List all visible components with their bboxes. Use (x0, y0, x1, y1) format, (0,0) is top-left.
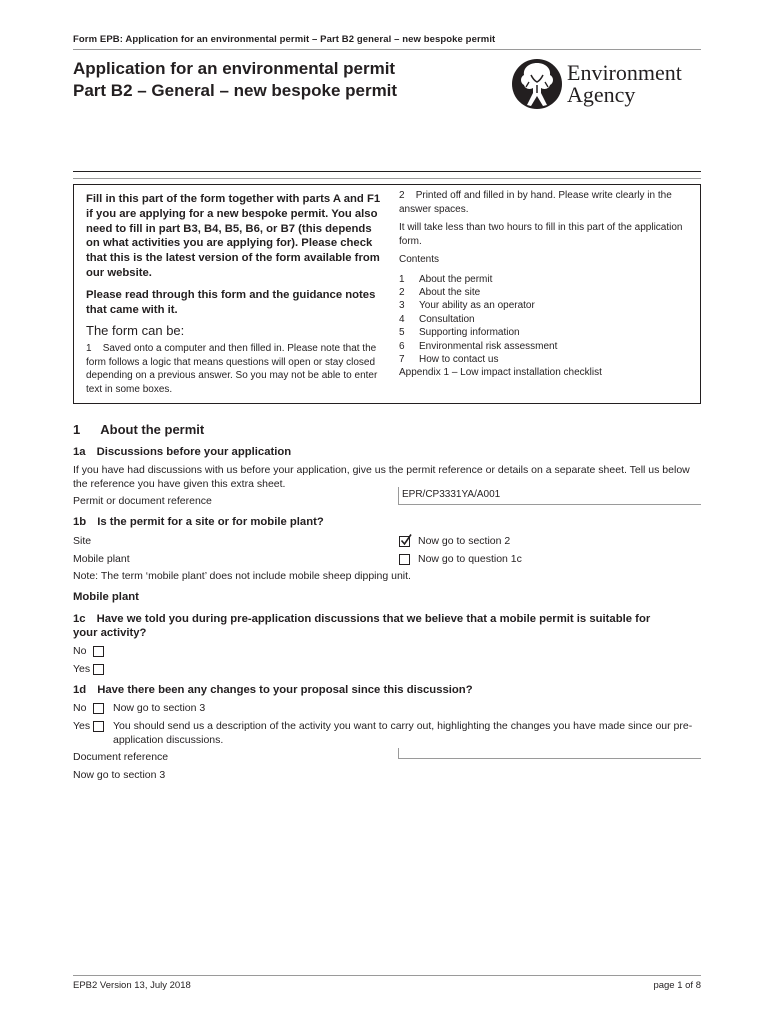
question-1d-yes-text: You should send us a description of the activity you want to carry out, highlighting the changes you have made since our pre-application discussions. (113, 720, 693, 746)
intro-left-column (86, 192, 384, 396)
permit-reference-value: EPR/CP3331YA/A001 (402, 489, 501, 500)
contents-item-number: 3 (399, 300, 405, 312)
site-goto-text: Now go to section 2 (418, 535, 511, 547)
contents-item-label: Your ability as an operator (419, 300, 535, 312)
option-1-number: 1 (86, 343, 92, 355)
question-1d-yes-label: Yes (73, 720, 91, 732)
logo-line-2: Agency (567, 82, 636, 107)
permit-reference-label: Permit or document reference (73, 495, 212, 507)
contents-item-label: About the permit (419, 273, 493, 285)
question-1c-heading (73, 612, 673, 640)
intro-right-column (399, 189, 697, 380)
intro-box (73, 184, 701, 404)
contents-item[interactable] (399, 353, 697, 366)
question-1c-no-label: No (73, 645, 87, 657)
contents-item[interactable] (399, 313, 697, 326)
title-rule-thin (73, 178, 701, 179)
section-1-title: About the permit (100, 422, 205, 437)
logo-line-1: Environment (567, 60, 682, 85)
mobile-plant-heading: Mobile plant (73, 591, 139, 603)
contents-list (399, 273, 697, 380)
question-1a-number: 1a (73, 446, 86, 458)
question-1b-heading (73, 516, 324, 528)
time-note: It will take less than two hours to fill in this part of the application form. (399, 222, 683, 247)
question-1d-no-label: No (73, 702, 87, 714)
contents-item[interactable] (399, 299, 697, 312)
option-1 (86, 342, 384, 396)
mobile-plant-note: Note: The term ‘mobile plant’ does not include mobile sheep dipping unit. (73, 570, 411, 582)
site-checkbox[interactable] (399, 536, 410, 547)
section-1-heading (73, 422, 204, 437)
page-title (73, 58, 397, 102)
contents-item[interactable] (399, 286, 697, 299)
contents-item-number: 5 (399, 327, 405, 339)
environment-agency-logo (511, 55, 701, 113)
tree-person-icon (511, 55, 563, 113)
mobile-plant-label: Mobile plant (73, 553, 130, 565)
goto-section-3: Now go to section 3 (73, 769, 166, 781)
question-1c-title-cont: your activity? (73, 627, 147, 639)
contents-item-number: 4 (399, 313, 405, 325)
contents-item-label: How to contact us (419, 353, 499, 365)
document-reference-field[interactable] (398, 748, 701, 759)
footer-rule (73, 975, 701, 976)
question-1c-yes-label: Yes (73, 663, 91, 675)
footer-page-number: page 1 of 8 (653, 980, 701, 991)
question-1c-title: Have we told you during pre-application discussions that we believe that a mobile permit is suitable for (96, 613, 651, 625)
contents-item-number: 7 (399, 353, 405, 365)
contents-label: Contents (399, 254, 440, 265)
question-1d-heading (73, 684, 473, 696)
logo-text (567, 62, 682, 106)
intro-read-guidance: Please read through this form and the guidance notes that came with it. (86, 288, 376, 316)
footer-version: EPB2 Version 13, July 2018 (73, 980, 191, 991)
contents-item-number: 2 (399, 286, 405, 298)
question-1d-title: Have there been any changes to your proposal since this discussion? (97, 684, 473, 696)
checkmark-icon (400, 534, 412, 546)
contents-item-label: Supporting information (419, 327, 520, 339)
question-1b-title: Is the permit for a site or for mobile plant? (97, 516, 324, 528)
question-1b-number: 1b (73, 516, 87, 528)
contents-item-label: About the site (419, 286, 481, 298)
option-2-text: Printed off and filled in by hand. Please write clearly in the answer spaces. (399, 190, 672, 215)
question-1a-text: If you have had discussions with us before your application, give us the permit reference or details on a separate sheet. Tell us below the reference you have given this extra sheet. (73, 464, 690, 490)
option-2-number: 2 (399, 190, 405, 201)
site-label: Site (73, 535, 92, 547)
question-1c-no-checkbox[interactable] (93, 646, 104, 657)
title-line-2: Part B2 – General – new bespoke permit (73, 81, 398, 100)
question-1a-title: Discussions before your application (96, 446, 292, 458)
mobile-plant-goto-text: Now go to question 1c (418, 553, 522, 565)
title-rule (73, 171, 701, 172)
option-1-text: Saved onto a computer and then filled in. Please note that the form follows a logic that means questions will open or stay closed depending on a previous answer. So you may not be able to enter text in some boxes. (86, 343, 378, 395)
document-reference-label: Document reference (73, 751, 169, 763)
contents-item-label: Environmental risk assessment (419, 340, 558, 352)
section-1-number: 1 (73, 422, 81, 437)
form-can-be-label: The form can be: (86, 323, 185, 339)
intro-instructions: Fill in this part of the form together with parts A and F1 if you are applying for a new bespoke permit. You also need to fill in part B3, B4, B5, B6, or B7 (this depends on what activities you are applying for). Please check that this is the latest version of the form available from our website. (86, 193, 381, 279)
mobile-plant-checkbox[interactable] (399, 554, 410, 565)
contents-item[interactable] (399, 340, 697, 353)
form-topline: Form EPB: Application for an environmental permit – Part B2 general – new bespoke permit (73, 34, 496, 45)
question-1d-number: 1d (73, 684, 87, 696)
title-line-1: Application for an environmental permit (73, 59, 396, 78)
form-page (73, 0, 701, 1024)
option-2 (399, 189, 697, 216)
contents-item[interactable] (399, 273, 697, 286)
question-1c-number: 1c (73, 613, 86, 625)
contents-item[interactable] (399, 326, 697, 339)
question-1d-no-goto: Now go to section 3 (113, 702, 206, 714)
contents-appendix[interactable]: Appendix 1 – Low impact installation checklist (399, 367, 602, 379)
question-1c-yes-checkbox[interactable] (93, 664, 104, 675)
contents-item-number: 6 (399, 340, 405, 352)
contents-item-number: 1 (399, 273, 405, 285)
question-1d-yes-checkbox[interactable] (93, 721, 104, 732)
question-1d-no-checkbox[interactable] (93, 703, 104, 714)
contents-item-label: Consultation (419, 313, 475, 325)
question-1a-heading (73, 446, 291, 458)
header-rule (73, 49, 701, 50)
